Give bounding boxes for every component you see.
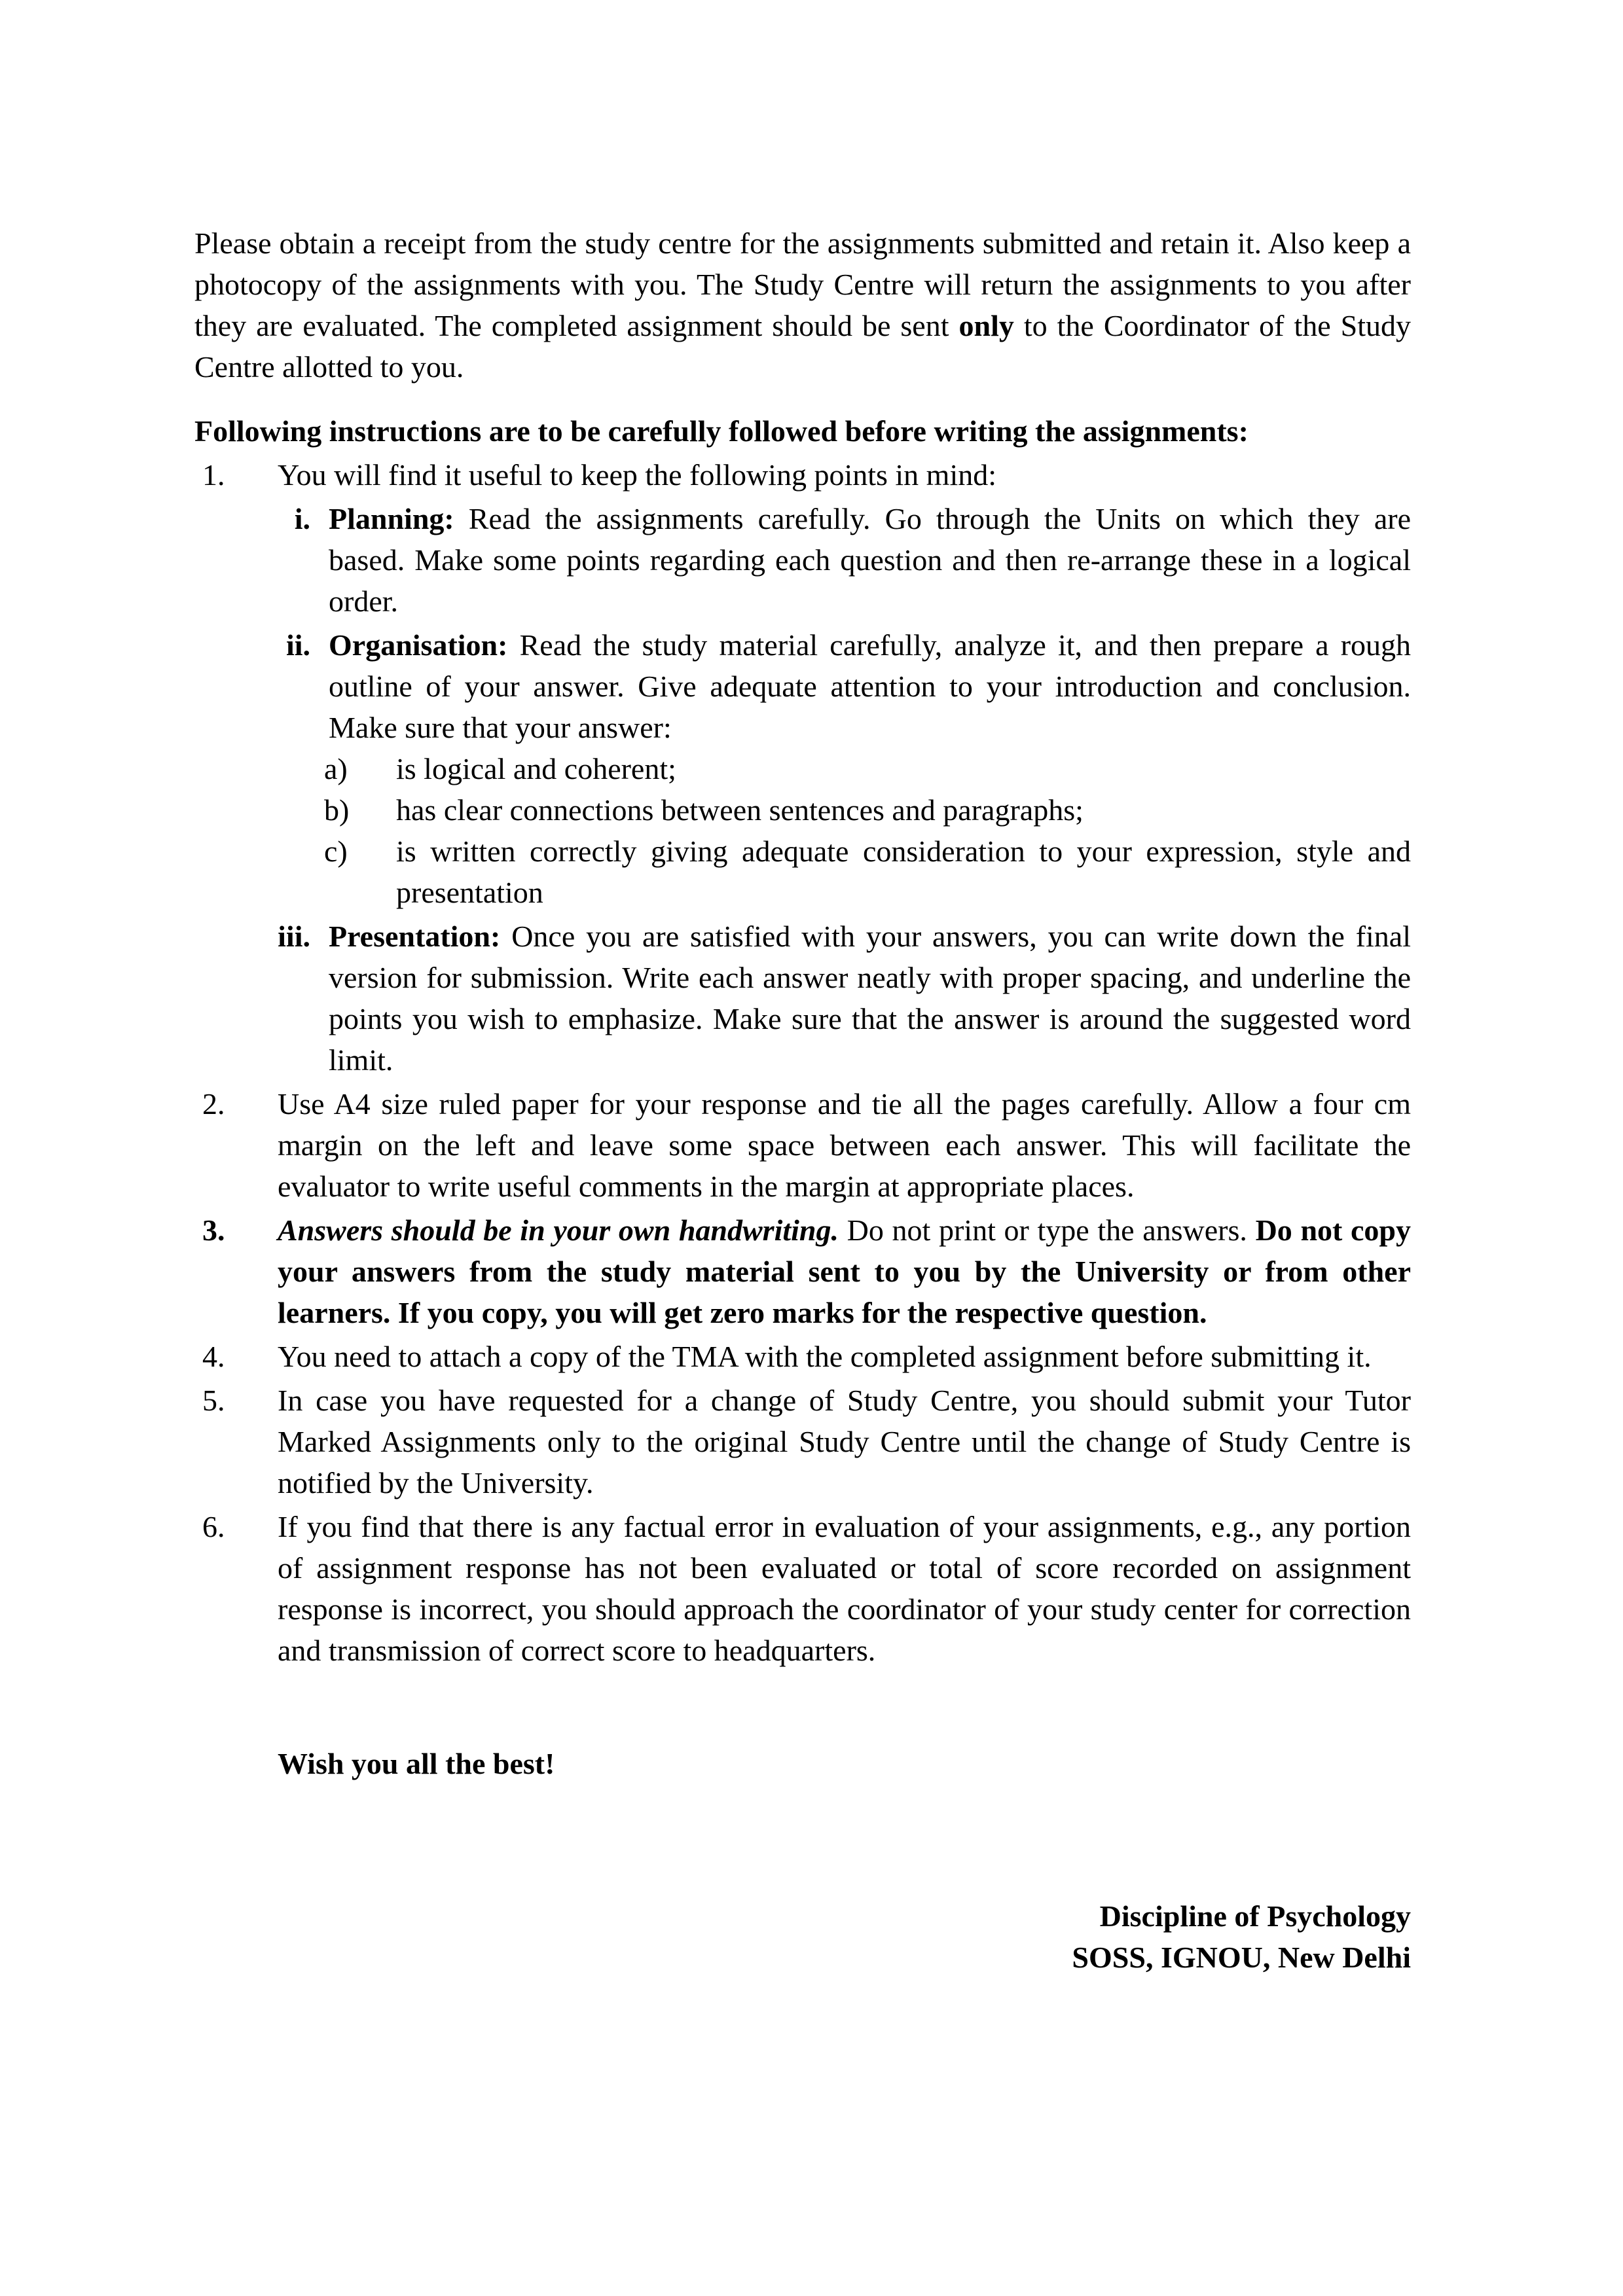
list-item-4: [194, 1336, 1411, 1377]
letter-item-c: [324, 831, 1411, 913]
list-item-2: [194, 1083, 1411, 1207]
list-item-2-number: 2.: [202, 1087, 225, 1121]
letter-item-c-text: is written correctly giving adequate consideration to your expression, style and presentation: [396, 834, 1411, 909]
letter-item-a: [324, 748, 1411, 789]
intro-text-2: to the Coordinator of the Study Centre allotted to you.: [194, 309, 1412, 384]
sub-item-planning-title: Planning:: [329, 502, 454, 535]
signature-line-institution: SOSS, IGNOU, New Delhi: [1072, 1941, 1411, 1974]
list-item-5: [194, 1380, 1411, 1503]
signature-block: [194, 1895, 1411, 1978]
sub-item-organisation: [263, 624, 1411, 748]
letter-item-c-label: c): [324, 834, 348, 868]
list-item-5-text: In case you have requested for a change of Study Centre, you should submit your Tutor Marked Assignments only to the original Study Centre until the change of Study Centre is notified by the University.: [278, 1384, 1411, 1499]
sub-item-presentation-title: Presentation:: [329, 920, 501, 953]
list-item-3-handwriting-note: Answers should be in your own handwriting.: [278, 1213, 839, 1247]
list-item-3-text: [278, 1210, 1411, 1333]
intro-emphasis-only: only: [958, 309, 1014, 342]
list-item-4-text: You need to attach a copy of the TMA with the completed assignment before submitting it.: [278, 1340, 1372, 1373]
sub-item-organisation-body: Read the study material carefully, analyze it, and then prepare a rough outline of your answer. Give adequate attention to your introduction and conclusion. Make sure that your answer:: [329, 628, 1412, 744]
sub-item-organisation-title: Organisation:: [329, 628, 508, 662]
letter-item-b-text: has clear connections between sentences and paragraphs;: [396, 793, 1084, 827]
sub-item-presentation-body: Once you are satisfied with your answers, you can write down the final version for submission. Write each answer neatly with proper spacing, and underline the points you wish to emphasize. Make sure that the answer is around the suggested word limit.: [329, 920, 1411, 1077]
sub-item-planning-text: [329, 498, 1411, 622]
list-item-1-number: 1.: [202, 458, 225, 492]
list-item-3: [194, 1210, 1411, 1333]
closing-line: Wish you all the best!: [278, 1747, 555, 1780]
letter-item-a-text: is logical and coherent;: [396, 752, 676, 785]
list-item-6-number: 6.: [202, 1510, 225, 1543]
letter-item-a-label: a): [324, 752, 348, 785]
letter-item-b: [324, 789, 1411, 831]
list-item-1-text: You will find it useful to keep the following points in mind:: [278, 458, 997, 492]
signature-line-discipline: Discipline of Psychology: [1099, 1899, 1411, 1933]
sub-item-planning-body: Read the assignments carefully. Go through the Units on which they are based. Make some points regarding each question and then re-arrange these in a logical order.: [329, 502, 1411, 618]
list-item-6: [194, 1506, 1411, 1671]
intro-text-1: Please obtain a receipt from the study centre for the assignments submitted and retain it. Also keep a photocopy of the assignments with you. The Study Centre will return the assignments to you after they are evaluated. The completed assignment should be sent: [194, 226, 1411, 342]
sub-item-organisation-label: ii.: [285, 628, 310, 662]
list-item-6-text: If you find that there is any factual error in evaluation of your assignments, e.g., any portion of assignment response has not been evaluated or total of score recorded on assignment response is incorrect, you should approach the coordinator of your study center for correction and transmission of correct score to headquarters.: [278, 1510, 1411, 1667]
list-item-1: [194, 454, 1411, 495]
list-item-4-number: 4.: [202, 1340, 225, 1373]
page-content: [194, 223, 1411, 1978]
list-item-3-middle: Do not print or type the answers.: [847, 1213, 1247, 1247]
list-item-3-number: 3.: [202, 1213, 225, 1247]
instructions-heading: Following instructions are to be carefully followed before writing the assignments:: [194, 414, 1249, 448]
intro-paragraph: [194, 223, 1411, 387]
sub-item-presentation: [263, 916, 1411, 1081]
list-item-3-warning: Do not copy your answers from the study material sent to you by the University or from other learners. If you copy, you will get zero marks for the respective question.: [278, 1213, 1412, 1329]
sub-item-planning: [263, 498, 1411, 622]
list-item-5-number: 5.: [202, 1384, 225, 1417]
sub-item-planning-label: i.: [294, 502, 310, 535]
sub-item-organisation-text: [329, 624, 1411, 748]
sub-item-presentation-text: [329, 916, 1411, 1081]
list-item-2-text: Use A4 size ruled paper for your response and tie all the pages carefully. Allow a four cm margin on the left and leave some space between each answer. This will facilitate the evaluator to write useful comments in the margin at appropriate places.: [278, 1087, 1411, 1203]
sub-item-presentation-label: iii.: [278, 920, 310, 953]
letter-item-b-label: b): [324, 793, 350, 827]
